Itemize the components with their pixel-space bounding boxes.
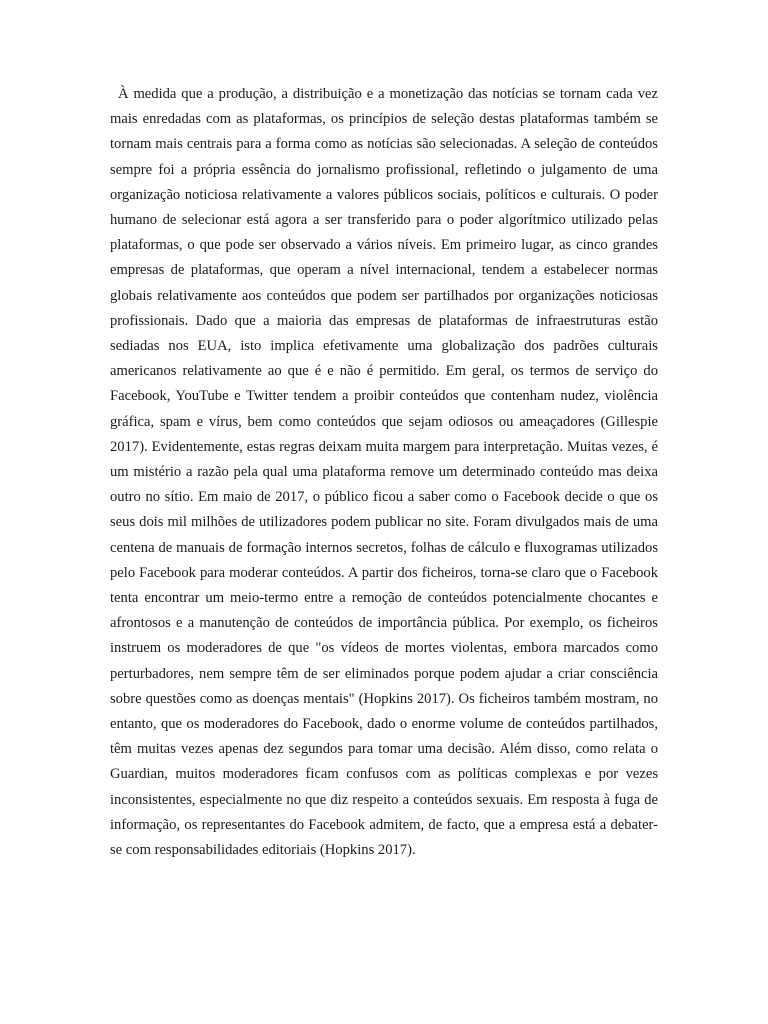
document-page xyxy=(110,82,658,863)
body-paragraph: À medida que a produção, a distribuição e a monetização das notícias se tornam cada vez mais enredadas com as plataformas, os princípios de seleção destas plataformas também se tornam mais centrais para a forma como as notícias são selecionadas. A seleção de conteúdos sempre foi a própria essência do jornalismo profissional, refletindo o julgamento de uma organização noticiosa relativamente a valores públicos sociais, políticos e culturais. O poder humano de selecionar está agora a ser transferido para o poder algorítmico utilizado pelas plataformas, o que pode ser observado a vários níveis. Em primeiro lugar, as cinco grandes empresas de plataformas, que operam a nível internacional, tendem a estabelecer normas globais relativamente aos conteúdos que podem ser partilhados por organizações noticiosas profissionais. Dado que a maioria das empresas de plataformas de infraestruturas estão sediadas nos EUA, isto implica efetivamente uma globalização dos padrões culturais americanos relativamente ao que é e não é permitido. Em geral, os termos de serviço do Facebook, YouTube e Twitter tendem a proibir conteúdos que contenham nudez, violência gráfica, spam e vírus, bem como conteúdos que sejam odiosos ou ameaçadores (Gillespie 2017). Evidentemente, estas regras deixam muita margem para interpretação. Muitas vezes, é um mistério a razão pela qual uma plataforma remove um determinado conteúdo mas deixa outro no sítio. Em maio de 2017, o público ficou a saber como o Facebook decide o que os seus dois mil milhões de utilizadores podem publicar no site. Foram divulgados mais de uma centena de manuais de formação internos secretos, folhas de cálculo e fluxogramas utilizados pelo Facebook para moderar conteúdos. A partir dos ficheiros, torna-se claro que o Facebook tenta encontrar um meio-termo entre a remoção de conteúdos potencialmente chocantes e afrontosos e a manutenção de conteúdos de importância pública. Por exemplo, os ficheiros instruem os moderadores de que "os vídeos de mortes violentas, embora marcados como perturbadores, nem sempre têm de ser eliminados porque podem ajudar a criar consciência sobre questões como as doenças mentais" (Hopkins 2017). Os ficheiros também mostram, no entanto, que os moderadores do Facebook, dado o enorme volume de conteúdos partilhados, têm muitas vezes apenas dez segundos para tomar uma decisão. Além disso, como relata o Guardian, muitos moderadores ficam confusos com as políticas complexas e por vezes inconsistentes, especialmente no que diz respeito a conteúdos sexuais. Em resposta à fuga de informação, os representantes do Facebook admitem, de facto, que a empresa está a debater-se com responsabilidades editoriais (Hopkins 2017). xyxy=(110,86,658,859)
